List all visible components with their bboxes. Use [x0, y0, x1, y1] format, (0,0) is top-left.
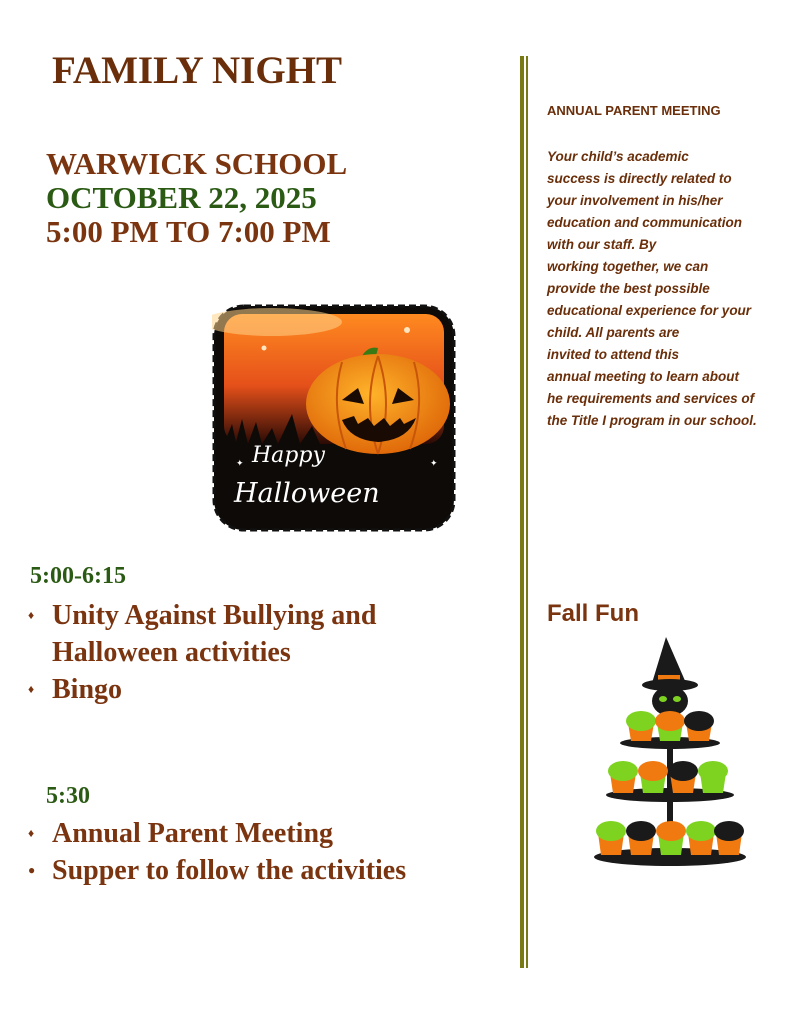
event-date: OCTOBER 22, 2025: [46, 180, 317, 215]
list-item: [28, 597, 376, 634]
list-item: [28, 634, 376, 671]
fall-fun-heading: Fall Fun: [547, 600, 639, 627]
event-details: [46, 147, 347, 249]
schedule-time-2: 5:30: [46, 783, 90, 809]
bullet-icon: ♦: [28, 608, 35, 622]
graphic-text-happy: Happy: [252, 443, 325, 468]
flyer-title: FAMILY NIGHT: [52, 49, 343, 92]
list-item-text: Unity Against Bullying and: [52, 600, 377, 631]
column-divider: [520, 56, 530, 968]
list-item: [28, 852, 406, 889]
schedule-list-1: [28, 597, 376, 708]
bullet-icon: ●: [28, 863, 36, 877]
list-item: [28, 671, 376, 708]
bullet-icon: ♦: [28, 826, 35, 840]
list-item-text: Bingo: [52, 674, 123, 705]
schedule-list-2: [28, 815, 406, 889]
graphic-text-halloween: Halloween: [234, 478, 380, 509]
list-item: [28, 815, 406, 852]
bullet-icon: ♦: [28, 682, 35, 696]
svg-text:✦: ✦: [430, 458, 438, 468]
schedule-time-1: 5:00-6:15: [30, 563, 126, 589]
event-time: 5:00 PM TO 7:00 PM: [46, 214, 331, 249]
list-item-text: Supper to follow the activities: [52, 855, 407, 886]
happy-halloween-image: [212, 304, 456, 532]
svg-text:✦: ✦: [236, 458, 244, 468]
school-name: WARWICK SCHOOL: [46, 146, 348, 181]
sidebar-heading: ANNUAL PARENT MEETING: [547, 103, 721, 118]
sidebar-body: Your child’s academic success is directly related to your involvement in his/her education and communication with our staff. By working together, we can provide the best possible educational experience for your child. All parents are invited to attend this annual meeting to learn about he requirements and services of the Title I program in our school.: [547, 149, 757, 428]
list-item-text: Halloween activities: [52, 637, 291, 668]
list-item-text: Annual Parent Meeting: [52, 818, 334, 849]
cupcake-tower-image: [590, 635, 750, 875]
